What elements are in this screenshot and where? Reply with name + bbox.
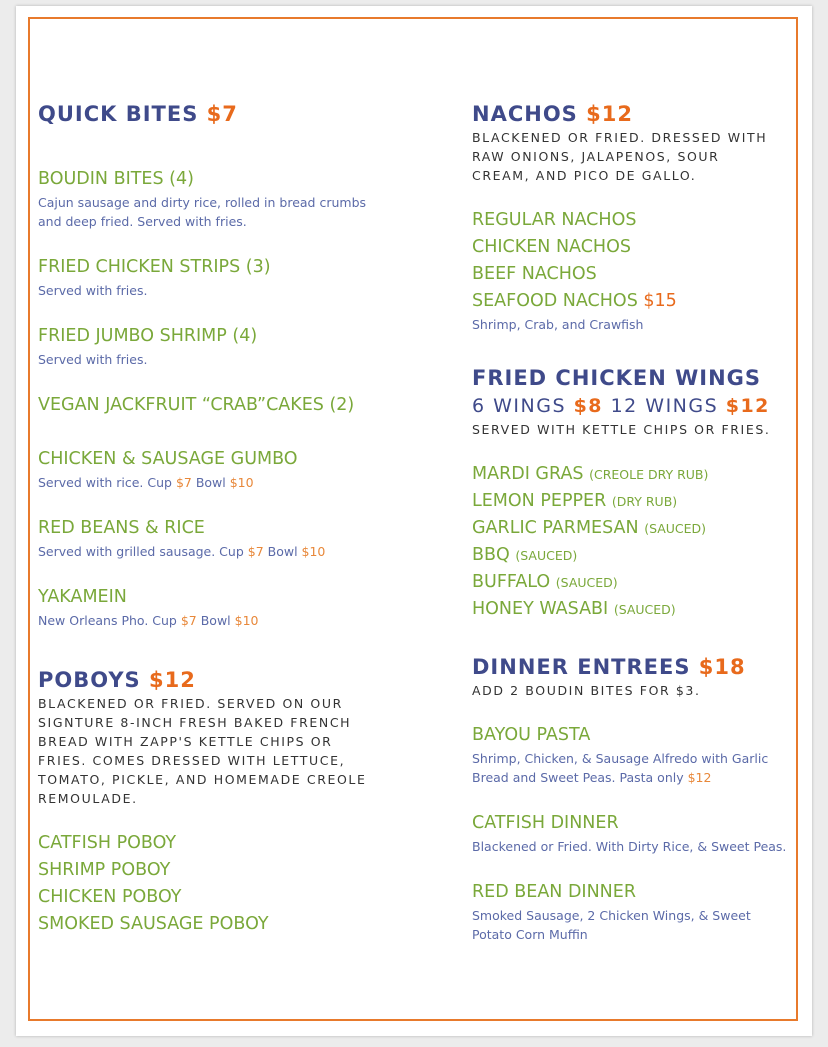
wing-flavor-honey-wasabi: HONEY WASABI (SAUCED) <box>472 599 676 619</box>
quick-bites-price: $7 <box>206 102 238 126</box>
menu-item-jackfruit-cakes: VEGAN JACKFRUIT “CRAB”CAKES (2) <box>38 395 355 415</box>
menu-item-red-bean-dinner: RED BEAN DINNER <box>472 882 636 902</box>
menu-item-beef-nachos: BEEF NACHOS <box>472 264 597 284</box>
wing-flavor-garlic-parmesan: GARLIC PARMESAN (SAUCED) <box>472 518 707 538</box>
wing-flavor-bbq: BBQ (SAUCED) <box>472 545 578 565</box>
poboys-description: BLACKENED OR FRIED. SERVED ON OUR SIGNTURE 8-INCH FRESH BAKED FRENCH BREAD WITH ZAPP'S KETTLE CHIPS OR FRIES. COMES DRESSED WITH LETTUCE, TOMATO, PICKLE, AND HOMEMADE CREOLE REMOULADE. <box>38 696 367 806</box>
wings-description: SERVED WITH KETTLE CHIPS OR FRIES. <box>472 422 771 437</box>
poboys-title-text: POBOYS <box>38 668 141 692</box>
nachos-title-text: NACHOS <box>472 102 578 126</box>
nachos-title <box>472 100 812 128</box>
menu-item-chicken-poboy: CHICKEN POBOY <box>38 887 182 907</box>
menu-item-catfish-poboy: CATFISH POBOY <box>38 833 177 853</box>
menu-item-desc: Smoked Sausage, 2 Chicken Wings, & Sweet Potato Corn Muffin <box>472 908 751 942</box>
nachos-section <box>472 100 812 334</box>
poboys-title <box>38 666 438 694</box>
menu-item-desc: Shrimp, Crab, and Crawfish <box>472 317 644 332</box>
poboys-price: $12 <box>149 668 196 692</box>
quick-bites-title <box>38 100 438 128</box>
dinner-section <box>472 653 812 944</box>
nachos-price: $12 <box>586 102 633 126</box>
dinner-price: $18 <box>698 655 746 679</box>
wings-pricing: 6 WINGS $8 12 WINGS $12 <box>472 395 770 417</box>
menu-item-catfish-dinner: CATFISH DINNER <box>472 813 619 833</box>
wing-flavor-mardi-gras: MARDI GRAS (CREOLE DRY RUB) <box>472 464 709 484</box>
dinner-description: ADD 2 BOUDIN BITES FOR $3. <box>472 683 701 698</box>
wings-section <box>472 364 812 623</box>
dinner-title <box>472 653 812 681</box>
menu-item-red-beans: RED BEANS & RICE <box>38 518 205 538</box>
menu-item-gumbo: CHICKEN & SAUSAGE GUMBO <box>38 449 298 469</box>
menu-item-desc: Shrimp, Chicken, & Sausage Alfredo with Garlic Bread and Sweet Peas. Pasta only $12 <box>472 751 769 785</box>
quick-bites-section <box>38 100 438 630</box>
menu-item-sausage-poboy: SMOKED SAUSAGE POBOY <box>38 914 269 934</box>
right-column <box>472 100 812 944</box>
menu-item-bayou-pasta: BAYOU PASTA <box>472 725 591 745</box>
menu-item-boudin-bites: BOUDIN BITES (4) <box>38 169 194 189</box>
menu-item-desc: Blackened or Fried. With Dirty Rice, & Sweet Peas. <box>472 839 787 854</box>
menu-item-desc: Served with rice. Cup $7 Bowl $10 <box>38 475 254 490</box>
dinner-title-text: DINNER ENTREES <box>472 655 691 679</box>
wings-title: FRIED CHICKEN WINGS <box>472 366 762 390</box>
quick-bites-title-text: QUICK BITES <box>38 102 199 126</box>
poboys-section <box>38 666 438 938</box>
menu-item-chicken-nachos: CHICKEN NACHOS <box>472 237 631 257</box>
nachos-description: BLACKENED OR FRIED. DRESSED WITH RAW ONIONS, JALAPENOS, SOUR CREAM, AND PICO DE GALLO. <box>472 130 768 183</box>
menu-item-desc: Served with fries. <box>38 352 148 367</box>
menu-item-desc: Served with fries. <box>38 283 148 298</box>
menu-item-jumbo-shrimp: FRIED JUMBO SHRIMP (4) <box>38 326 258 346</box>
wing-flavor-lemon-pepper: LEMON PEPPER (DRY RUB) <box>472 491 678 511</box>
menu-item-chicken-strips: FRIED CHICKEN STRIPS (3) <box>38 257 271 277</box>
menu-item-seafood-nachos: SEAFOOD NACHOS $15 <box>472 291 677 311</box>
wing-flavor-buffalo: BUFFALO (SAUCED) <box>472 572 618 592</box>
menu-item-desc: Cajun sausage and dirty rice, rolled in bread crumbs and deep fried. Served with fries. <box>38 195 367 229</box>
left-column <box>38 100 438 938</box>
menu-item-shrimp-poboy: SHRIMP POBOY <box>38 860 171 880</box>
menu-item-yakamein: YAKAMEIN <box>38 587 127 607</box>
menu-item-regular-nachos: REGULAR NACHOS <box>472 210 637 230</box>
menu-item-desc: Served with grilled sausage. Cup $7 Bowl $10 <box>38 544 326 559</box>
menu-item-desc: New Orleans Pho. Cup $7 Bowl $10 <box>38 613 259 628</box>
